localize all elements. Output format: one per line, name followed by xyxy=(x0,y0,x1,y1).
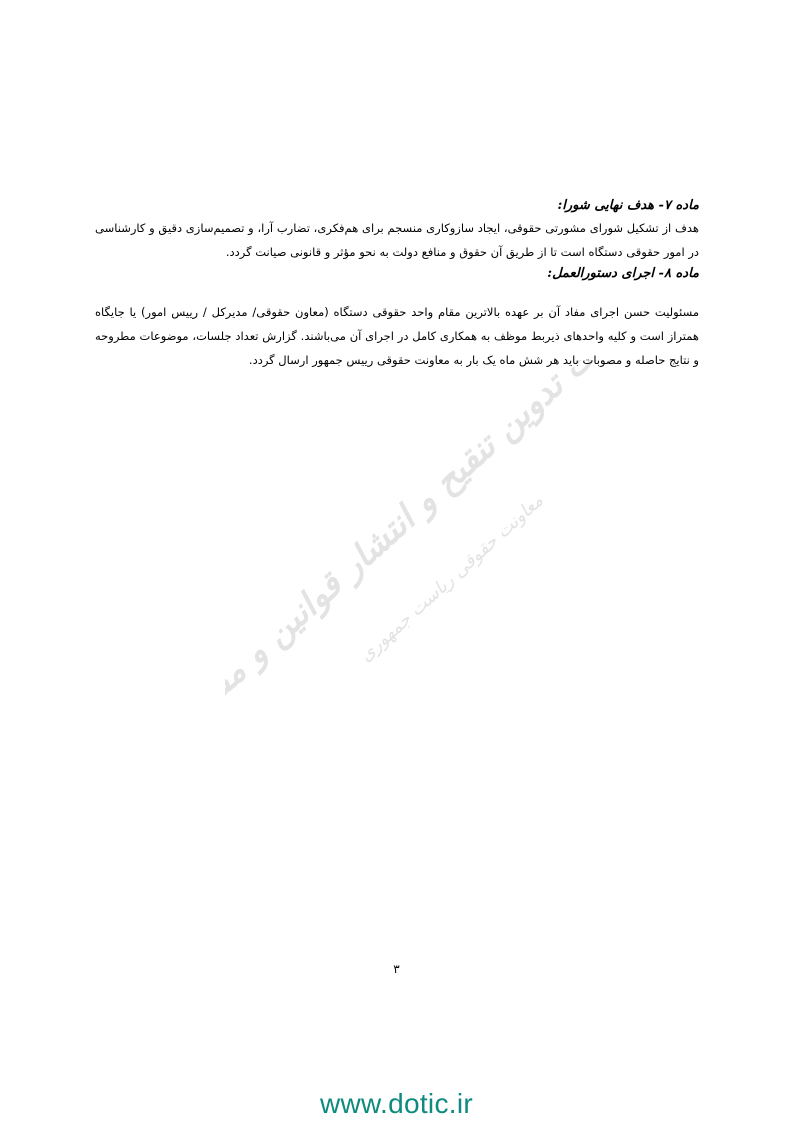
document-body xyxy=(95,196,699,372)
article-7-paragraph: هدف از تشکیل شورای مشورتی حقوقی، ایجاد سازوکاری منسجم برای هم‌فکری، تضارب آرا، و تصمیم‌سازی دقیق و کارشناسی در امور حقوقی دستگاه است تا از طریق آن حقوق و منافع دولت به نحو مؤثر و قانونی صیانت گردد. xyxy=(95,221,699,259)
article-8-heading: ماده ۸- اجرای دستورالعمل: xyxy=(547,266,699,281)
article-7-heading: ماده ۷- هدف نهایی شورا: xyxy=(557,198,699,213)
footer-website-link[interactable]: www.dotic.ir xyxy=(320,1088,473,1119)
article-8-paragraph: مسئولیت حسن اجرای مفاد آن بر عهده بالاترین مقام واحد حقوقی دستگاه (معاون حقوقی/ مدیرکل / رییس امور) یا جایگاه همتراز است و کلیه واحدهای ذیربط موظف به همکاری کامل در اجرای آن می‌باشند. گزارش تعداد جلسات، موضوعات مطروحه و نتایج حاصله و مصوبات باید هر شش ماه یک بار به معاونت حقوقی رییس جمهور ارسال گردد. xyxy=(95,305,699,367)
page-number: ۳ xyxy=(393,962,400,976)
watermark-text-main: تدوین تنقیح و انتشار قوانین و مقررات xyxy=(225,365,572,757)
watermark-text-sub: معاونت حقوقی ریاست جمهوری xyxy=(355,490,548,667)
watermark-seal xyxy=(225,360,645,760)
